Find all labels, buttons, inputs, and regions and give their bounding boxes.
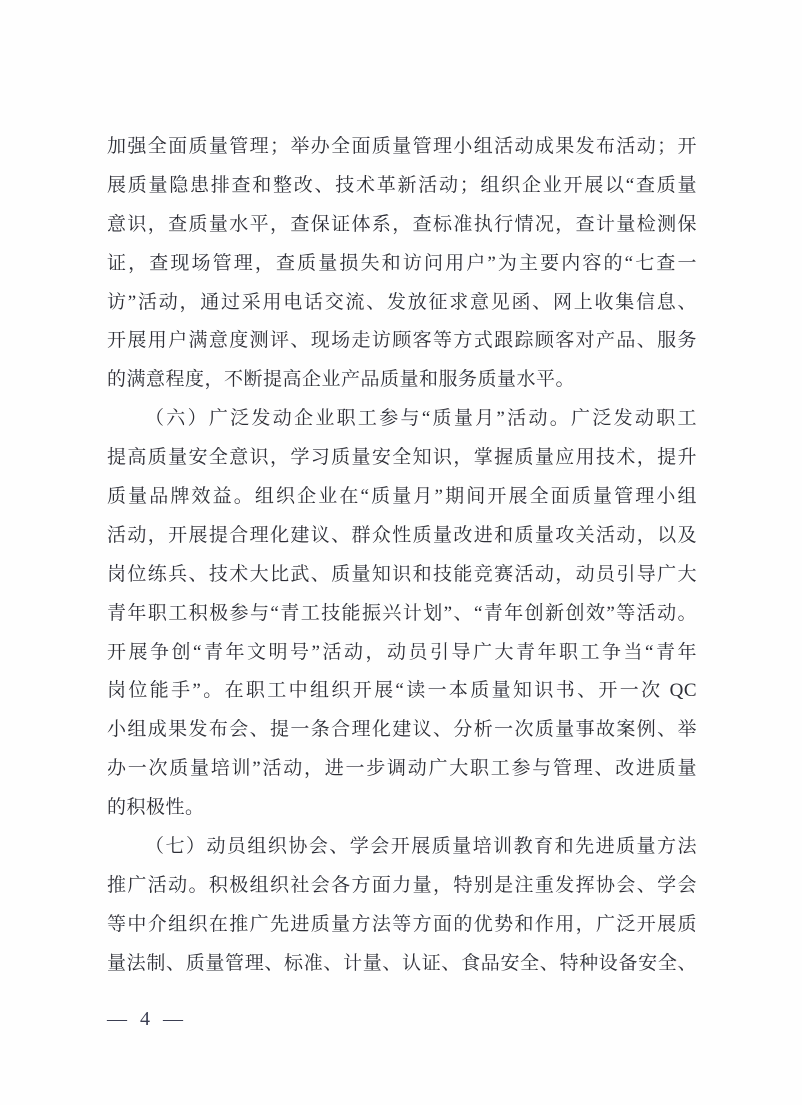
text-line: 展质量隐患排查和整改、技术革新活动；组织企业开展以“查质量 [107,174,697,196]
page-number: — 4 — [107,1008,187,1030]
text-line: 推广活动。积极组织社会各方面力量，特别是注重发挥协会、学会 [107,874,697,896]
paragraph [107,128,697,400]
paragraph [107,400,697,828]
text-line: 质量品牌效益。组织企业在“质量月”期间开展全面质量管理小组 [107,486,697,508]
text-line: 等中介组织在推广先进质量方法等方面的优势和作用，广泛开展质 [107,913,697,935]
text-line: 提高质量安全意识，学习质量安全知识，掌握质量应用技术，提升 [107,447,697,469]
paragraph [107,828,697,984]
text-line: 岗位练兵、技术大比武、质量知识和技能竞赛活动，动员引导广大 [107,563,697,585]
text-line: 的满意程度，不断提高企业产品质量和服务质量水平。 [107,369,576,391]
text-line: 意识，查质量水平，查保证体系，查标准执行情况，查计量检测保 [107,213,697,235]
text-line: 岗位能手”。在职工中组织开展“读一本质量知识书、开一次 QC [107,680,697,702]
document-body [107,128,697,984]
text-line: 活动，开展提合理化建议、群众性质量改进和质量攻关活动，以及 [107,524,697,546]
text-line: 开展争创“青年文明号”活动，动员引导广大青年职工争当“青年 [107,641,697,663]
text-line: 小组成果发布会、提一条合理化建议、分析一次质量事故案例、举 [107,719,697,741]
text-line: 开展用户满意度测评、现场走访顾客等方式跟踪顾客对产品、服务 [107,330,697,352]
text-line: 证，查现场管理，查质量损失和访问用户”为主要内容的“七查一 [107,252,697,274]
text-line: 加强全面质量管理；举办全面质量管理小组活动成果发布活动；开 [107,136,697,157]
text-line: 办一次质量培训”活动，进一步调动广大职工参与管理、改进质量 [107,758,697,780]
text-line: （六）广泛发动企业职工参与“质量月”活动。广泛发动职工 [145,408,697,430]
text-line: 青年职工积极参与“青工技能振兴计划”、“青年创新创效”等活动。 [107,602,697,624]
text-line: 的积极性。 [107,797,205,819]
text-line: 量法制、质量管理、标准、计量、认证、食品安全、特种设备安全、 [107,952,697,974]
text-line: 访”活动，通过采用电话交流、发放征求意见函、网上收集信息、 [107,291,697,313]
text-line: （七）动员组织协会、学会开展质量培训教育和先进质量方法 [145,836,697,858]
